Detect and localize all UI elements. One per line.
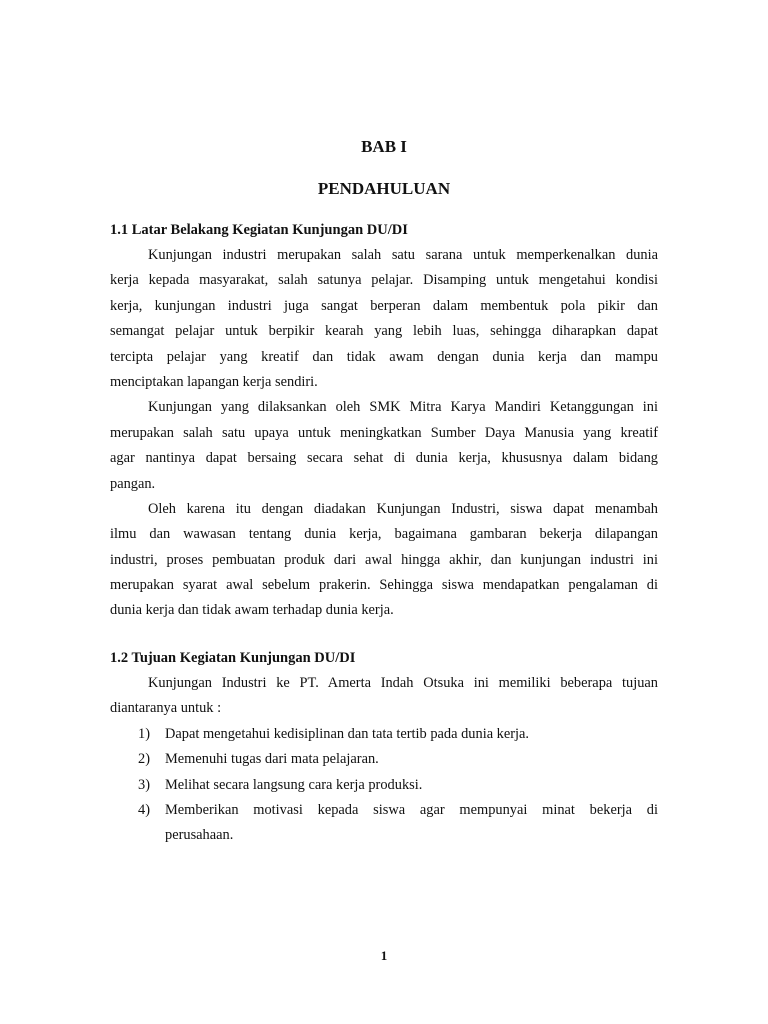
section-2 xyxy=(110,645,658,849)
list-number: 4) xyxy=(138,801,150,818)
list-item xyxy=(110,722,658,747)
section-heading: 1.2 Tujuan Kegiatan Kunjungan DU/DI xyxy=(110,650,356,666)
list-item xyxy=(110,798,658,849)
paragraph-line: Kunjungan industri merupakan salah satu sarana untuk memperkenalkan dunia xyxy=(148,247,658,263)
paragraph xyxy=(110,497,658,624)
section-1 xyxy=(110,217,658,624)
paragraph-line: agar nantinya dapat bersaing secara sehat di dunia kerja, khususnya dalam bidang xyxy=(110,450,658,467)
paragraph-line: Kunjungan Industri ke PT. Amerta Indah Otsuka ini memiliki beberapa tujuan xyxy=(148,675,658,691)
page-number: 1 xyxy=(380,948,388,963)
list-item-text: perusahaan. xyxy=(165,827,234,844)
paragraph xyxy=(110,395,658,497)
paragraph-line: tercipta pelajar yang kreatif dan tidak awam dengan dunia kerja dan mampu xyxy=(110,348,658,365)
list-number: 1) xyxy=(138,725,150,742)
list-item xyxy=(110,747,658,772)
paragraph-line: menciptakan lapangan kerja sendiri. xyxy=(110,373,318,390)
paragraph-line: industri, proses pembuatan produk dari awal hingga akhir, dan kunjungan industri ini xyxy=(110,551,658,568)
list-item xyxy=(110,773,658,798)
section-heading: 1.1 Latar Belakang Kegiatan Kunjungan DU/DI xyxy=(110,222,408,238)
chapter-title: PENDAHULUAN xyxy=(317,179,451,198)
paragraph-line: dunia kerja dan tidak awam terhadap dunia kerja. xyxy=(110,602,394,619)
paragraph-line: pangan. xyxy=(110,475,156,492)
paragraph-line: merupakan salah satu upaya untuk meningkatkan Sumber Daya Manusia yang kreatif xyxy=(110,424,658,441)
list-item-text: Melihat secara langsung cara kerja produksi. xyxy=(165,776,423,793)
list-item-text: Dapat mengetahui kedisiplinan dan tata tertib pada dunia kerja. xyxy=(165,725,530,742)
chapter-label: BAB I xyxy=(361,137,407,156)
paragraph-line: kerja kepada masyarakat, salah satunya pelajar. Disamping untuk mengetahui kondisi xyxy=(110,272,658,289)
list-item-text: Memberikan motivasi kepada siswa agar mempunyai minat bekerja di xyxy=(165,801,658,818)
list-number: 2) xyxy=(138,751,150,768)
list-item-text: Memenuhi tugas dari mata pelajaran. xyxy=(165,751,379,768)
paragraph-line: merupakan syarat awal sebelum prakerin. Sehingga siswa mendapatkan pengalaman di xyxy=(110,577,658,594)
paragraph xyxy=(110,671,658,722)
paragraph-line: Kunjungan yang dilaksankan oleh SMK Mitra Karya Mandiri Ketanggungan ini xyxy=(148,399,658,416)
paragraph-line: ilmu dan wawasan tentang dunia kerja, bagaimana gambaran bekerja dilapangan xyxy=(110,526,658,543)
objectives-list xyxy=(110,722,658,849)
paragraph-line: Oleh karena itu dengan diadakan Kunjungan Industri, siswa dapat menambah xyxy=(148,500,658,517)
paragraph-line: diantaranya untuk : xyxy=(110,700,222,717)
list-number: 3) xyxy=(138,776,150,793)
paragraph xyxy=(110,243,658,395)
paragraph-line: semangat pelajar untuk berpikir kearah yang lebih luas, sehingga diharapkan dapat xyxy=(110,323,658,340)
paragraph-line: kerja, kunjungan industri juga sangat berperan dalam membentuk pola pikir dan xyxy=(110,297,658,314)
